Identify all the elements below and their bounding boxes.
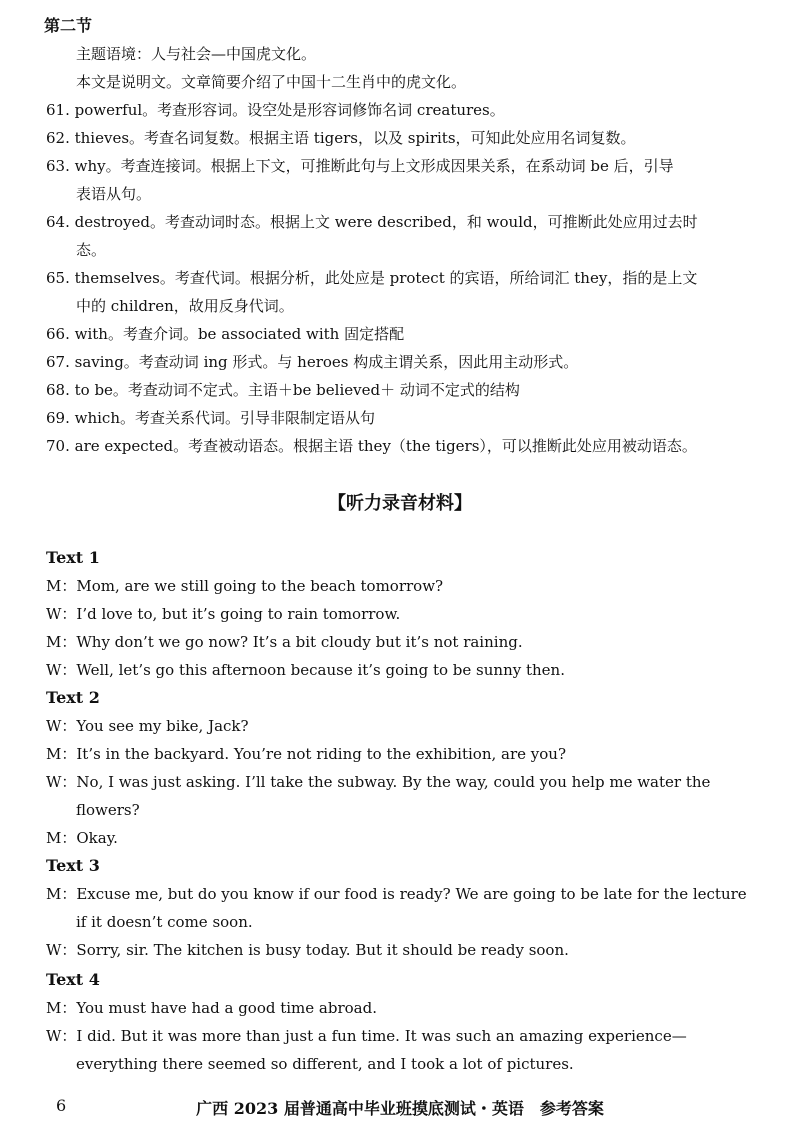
speaker-label: M： bbox=[46, 829, 77, 847]
speaker-label: W： bbox=[46, 941, 77, 959]
speaker-label: M： bbox=[46, 633, 77, 651]
answer-62: 62. thieves。考查名词复数。根据主语 tigers，以及 spirits，可知此处应用名词复数。 bbox=[46, 129, 636, 147]
dialogue-text: I did. But it was more than just a fun time. It was such an amazing experience— bbox=[76, 1027, 687, 1045]
text-2-title: Text 2 bbox=[46, 688, 100, 707]
text-3-title: Text 3 bbox=[46, 856, 100, 875]
dialogue-text: I’d love to, but it’s going to rain tomorrow. bbox=[76, 605, 401, 623]
page-number: 6 bbox=[56, 1096, 67, 1115]
dialogue-text: flowers? bbox=[76, 801, 140, 819]
dialogue-text: It’s in the backyard. You’re not riding to the exhibition, are you? bbox=[76, 745, 566, 763]
answer-65: 65. themselves。考查代词。根据分析，此处应是 protect 的宾语，所给词汇 they，指的是上文 bbox=[46, 269, 698, 287]
speaker-label: W： bbox=[46, 717, 77, 735]
dialogue-line bbox=[46, 828, 118, 848]
dialogue-text: Excuse me, but do you know if our food is ready? We are going to be late for the lecture bbox=[76, 885, 747, 903]
answer-68: 68. to be。考查动词不定式。主语＋be believed＋ 动词不定式的结构 bbox=[46, 381, 520, 399]
dialogue-text: You must have had a good time abroad. bbox=[76, 999, 377, 1017]
dialogue-line bbox=[46, 884, 747, 904]
dialogue-text: No, I was just asking. I’ll take the subway. By the way, could you help me water the bbox=[76, 773, 711, 791]
speaker-label: M： bbox=[46, 999, 77, 1017]
dialogue-text: Why don’t we go now? It’s a bit cloudy but it’s not raining. bbox=[76, 633, 523, 651]
answer-65-cont: 中的 children，故用反身代词。 bbox=[76, 297, 294, 315]
dialogue-text: if it doesn’t come soon. bbox=[76, 913, 253, 931]
text-4-title: Text 4 bbox=[46, 970, 100, 989]
speaker-label: M： bbox=[46, 577, 77, 595]
dialogue-continuation bbox=[76, 800, 140, 820]
speaker-label: M： bbox=[46, 745, 77, 763]
dialogue-line bbox=[46, 998, 377, 1018]
summary-line: 本文是说明文。文章简要介绍了中国十二生肖中的虎文化。 bbox=[76, 73, 467, 91]
text-1-title: Text 1 bbox=[46, 548, 100, 567]
dialogue-text: Sorry, sir. The kitchen is busy today. But it should be ready soon. bbox=[76, 941, 569, 959]
answer-69: 69. which。考查关系代词。引导非限制定语从句 bbox=[46, 409, 375, 427]
answer-63-cont: 表语从句。 bbox=[76, 185, 152, 203]
speaker-label: W： bbox=[46, 661, 77, 679]
answer-64: 64. destroyed。考查动词时态。根据上文 were described，和 would，可推断此处应用过去时 bbox=[46, 213, 698, 231]
section-title: 第二节 bbox=[44, 16, 93, 35]
answer-61: 61. powerful。考查形容词。设空处是形容词修饰名词 creatures。 bbox=[46, 101, 505, 119]
dialogue-text: You see my bike, Jack? bbox=[76, 717, 249, 735]
dialogue-line bbox=[46, 632, 523, 652]
dialogue-line bbox=[46, 772, 710, 792]
dialogue-line bbox=[46, 660, 565, 680]
answer-63: 63. why。考查连接词。根据上下文，可推断此句与上文形成因果关系，在系动词 be 后，引导 bbox=[46, 157, 674, 175]
dialogue-continuation bbox=[76, 1054, 574, 1074]
speaker-label: W： bbox=[46, 1027, 77, 1045]
listening-heading: 【听力录音材料】 bbox=[328, 493, 472, 514]
dialogue-text: Well, let’s go this afternoon because it’s going to be sunny then. bbox=[76, 661, 565, 679]
dialogue-line bbox=[46, 576, 443, 596]
answer-66: 66. with。考查介词。be associated with 固定搭配 bbox=[46, 325, 405, 343]
dialogue-continuation bbox=[76, 912, 253, 932]
speaker-label: W： bbox=[46, 605, 77, 623]
dialogue-line bbox=[46, 940, 569, 960]
dialogue-text: Mom, are we still going to the beach tomorrow? bbox=[76, 577, 444, 595]
dialogue-text: Okay. bbox=[76, 829, 118, 847]
answer-67: 67. saving。考查动词 ing 形式。与 heroes 构成主谓关系，因此用主动形式。 bbox=[46, 353, 579, 371]
dialogue-line bbox=[46, 744, 566, 764]
theme-line: 主题语境：人与社会—中国虎文化。 bbox=[76, 45, 317, 63]
footer-title: 广西 2023 届普通高中毕业班摸底测试・英语 参考答案 bbox=[196, 1099, 604, 1118]
speaker-label: W： bbox=[46, 773, 77, 791]
dialogue-line bbox=[46, 1026, 687, 1046]
dialogue-text: everything there seemed so different, and I took a lot of pictures. bbox=[76, 1055, 574, 1073]
answer-70: 70. are expected。考查被动语态。根据主语 they（the tigers），可以推断此处应用被动语态。 bbox=[46, 437, 697, 455]
speaker-label: M： bbox=[46, 885, 77, 903]
dialogue-line bbox=[46, 716, 249, 736]
dialogue-line bbox=[46, 604, 400, 624]
answer-64-cont: 态。 bbox=[76, 241, 107, 259]
